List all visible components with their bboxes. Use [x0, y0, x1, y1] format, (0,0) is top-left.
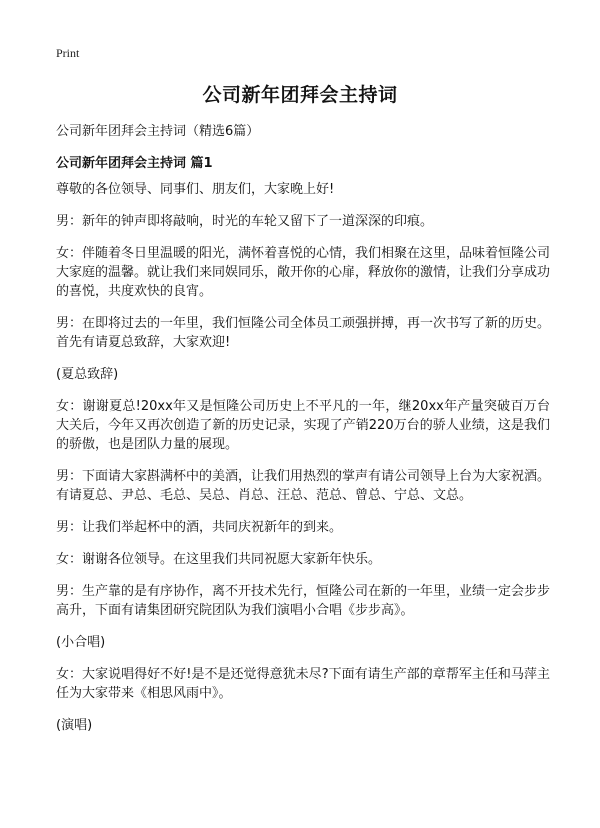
- page-title: 公司新年团拜会主持词: [202, 84, 398, 106]
- paragraph: 男：下面请大家斟满杯中的美酒，让我们用热烈的掌声有请公司领导上台为大家祝酒。有请夏总、尹总、毛总、吴总、肖总、汪总、范总、曾总、宁总、文总。: [56, 469, 551, 503]
- paragraph: 女：伴随着冬日里温暖的阳光，满怀着喜悦的心情，我们相聚在这里，品味着恒隆公司大家庭的温馨。就让我们来同娱同乐，敞开你的心扉，释放你的激情，让我们分享成功的喜悦，共度欢快的良宵。: [56, 246, 551, 299]
- paragraph-greeting: 尊敬的各位领导、同事们、朋友们，大家晚上好!: [56, 182, 335, 197]
- section-heading: 公司新年团拜会主持词 篇1: [56, 156, 213, 171]
- stage-direction: (小合唱): [56, 635, 106, 650]
- document-body: [56, 180, 550, 748]
- paragraph: 男：生产靠的是有序协作，离不开技术先行，恒隆公司在新的一年里，业绩一定会步步高升，下面有请集团研究院团队为我们演唱小合唱《步步高》。: [56, 584, 551, 618]
- paragraph: 女：大家说唱得好不好!是不是还觉得意犹未尽?下面有请生产部的章帮军主任和马萍主任为大家带来《相思风雨中》。: [56, 667, 550, 701]
- paragraph: 男：让我们举起杯中的酒，共同庆祝新年的到来。: [56, 520, 343, 535]
- print-link[interactable]: Print: [56, 46, 80, 60]
- paragraph: 女：谢谢各位领导。在这里我们共同祝愿大家新年快乐。: [56, 552, 382, 567]
- paragraph: 男：新年的钟声即将敲响，时光的车轮又留下了一道深深的印痕。: [56, 214, 434, 229]
- paragraph: 男：在即将过去的一年里，我们恒隆公司全体员工顽强拼搏，再一次书写了新的历史。首先有请夏总致辞，大家欢迎!: [56, 316, 551, 350]
- stage-direction: (演唱): [56, 718, 93, 733]
- stage-direction: (夏总致辞): [56, 367, 119, 382]
- paragraph: 女：谢谢夏总!20xx年又是恒隆公司历史上不平凡的一年，继20xx年产量突破百万台大关后，今年又再次创造了新的历史记录，实现了产销220万台的骄人业绩，这是我们的骄傲，也是团队力量的展现。: [56, 399, 550, 452]
- document-subtitle: 公司新年团拜会主持词（精选6篇）: [56, 124, 260, 139]
